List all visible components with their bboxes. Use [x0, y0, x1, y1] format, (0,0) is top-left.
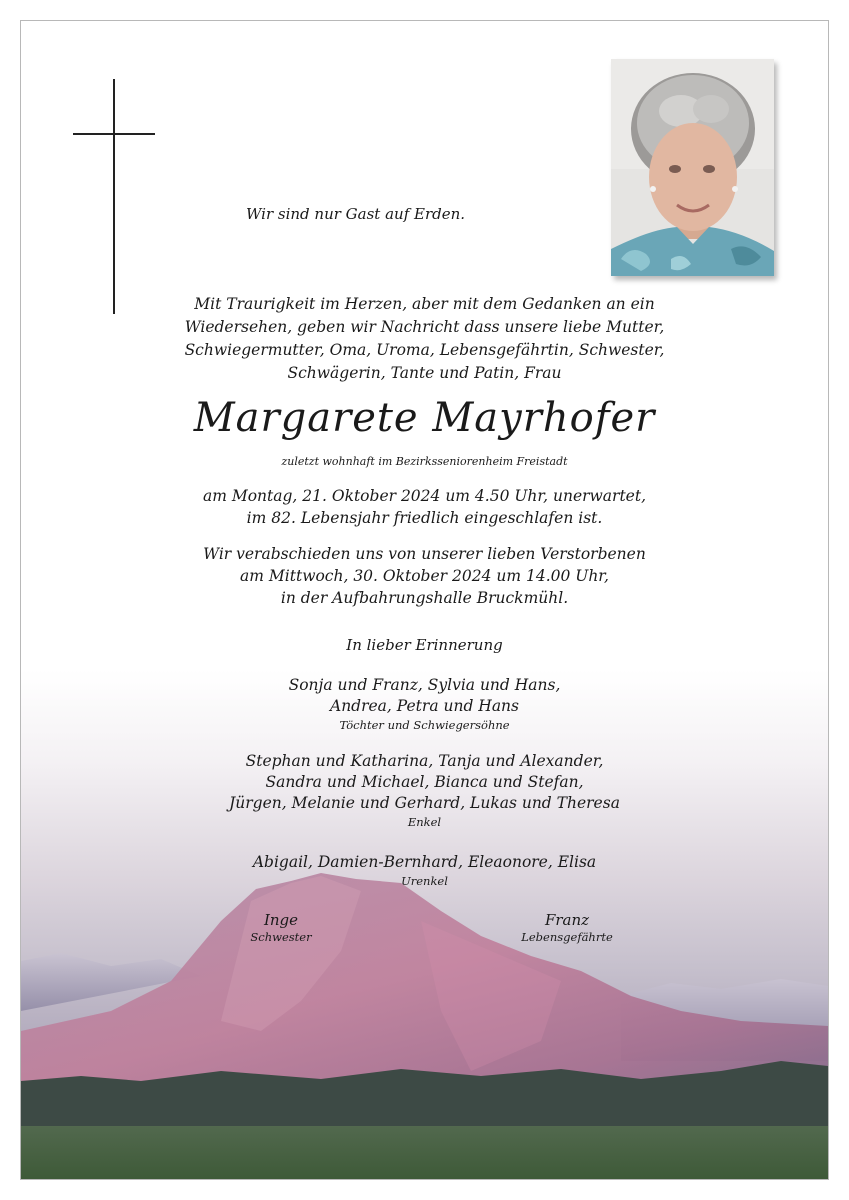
partner-name: Franz — [544, 911, 590, 929]
mourner-sister — [211, 910, 351, 945]
intro-line: Mit Traurigkeit im Herzen, aber mit dem Gedanken an ein — [194, 295, 655, 313]
mourner-names: Sonja und Franz, Sylvia und Hans, — [288, 676, 561, 694]
obituary-card — [20, 20, 829, 1180]
funeral-line: am Mittwoch, 30. Oktober 2024 um 14.00 Uhr, — [240, 567, 609, 585]
mourner-names: Sandra und Michael, Bianca und Stefan, — [265, 773, 584, 791]
deceased-name: Margarete Mayrhofer — [193, 395, 656, 441]
funeral-notice — [21, 543, 828, 609]
portrait-photo — [611, 59, 774, 276]
cross-icon-bar — [73, 133, 155, 135]
mourner-partner — [497, 910, 637, 945]
sister-role: Schwester — [250, 930, 312, 944]
intro-line: Wiedersehen, geben wir Nachricht dass unsere liebe Mutter, — [184, 318, 665, 336]
cross-icon — [113, 79, 115, 314]
mourner-names: Abigail, Damien-Bernhard, Eleaonore, Elisa — [252, 853, 597, 871]
death-line: im 82. Lebensjahr friedlich eingeschlafen ist. — [246, 509, 603, 527]
mourner-group-daughters — [21, 675, 828, 733]
portrait-image — [611, 59, 774, 276]
mourner-group-great-grandchildren — [21, 852, 828, 889]
intro-line: Schwägerin, Tante und Patin, Frau — [287, 364, 562, 382]
mourner-group-grandchildren — [21, 751, 828, 830]
motto: Wir sind nur Gast auf Erden. — [246, 205, 466, 223]
funeral-line: Wir verabschieden uns von unserer lieben Verstorbenen — [203, 545, 646, 563]
remembrance-heading: In lieber Erinnerung — [346, 636, 503, 654]
residence-note: zuletzt wohnhaft im Bezirksseniorenheim Freistadt — [281, 455, 568, 468]
mourner-names: Jürgen, Melanie und Gerhard, Lukas und Theresa — [229, 794, 620, 812]
mourner-names: Andrea, Petra und Hans — [330, 697, 519, 715]
mourner-role: Töchter und Schwiegersöhne — [339, 718, 510, 732]
death-line: am Montag, 21. Oktober 2024 um 4.50 Uhr, unerwartet, — [202, 487, 646, 505]
intro-line: Schwiegermutter, Oma, Uroma, Lebensgefährtin, Schwester, — [184, 341, 665, 359]
sister-name: Inge — [263, 911, 299, 929]
mourner-role: Enkel — [407, 815, 442, 829]
partner-role: Lebensgefährte — [521, 930, 613, 944]
funeral-line: in der Aufbahrungshalle Bruckmühl. — [280, 589, 569, 607]
mourner-names: Stephan und Katharina, Tanja und Alexander, — [245, 752, 604, 770]
mourner-role: Urenkel — [401, 874, 448, 888]
intro-text — [21, 293, 828, 385]
death-notice — [21, 485, 828, 529]
